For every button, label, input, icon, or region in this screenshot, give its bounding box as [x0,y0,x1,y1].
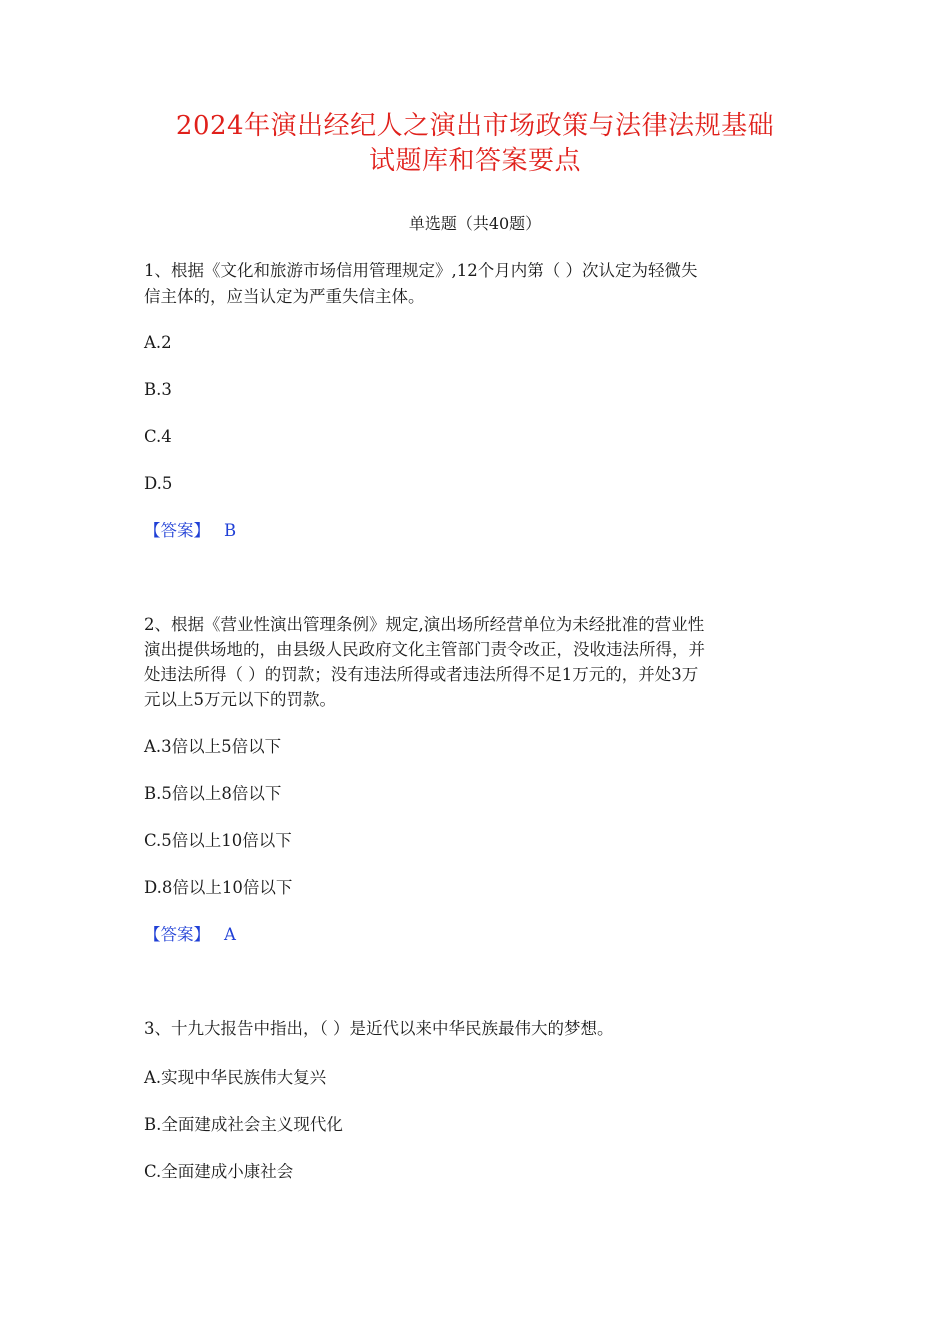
question-2-stem-line-2: 演出提供场地的，由县级人民政府文化主管部门责令改正，没收违法所得，并 [144,640,705,659]
question-3-option-b: B.全面建成社会主义现代化 [144,1115,343,1134]
question-2-answer [144,923,236,947]
answer-value: A [224,925,236,944]
question-2-option-b: B.5倍以上8倍以下 [144,784,282,803]
section-heading: 单选题（共40题） [408,214,542,233]
question-2-stem-line-3: 处违法所得（ ）的罚款；没有违法所得或者违法所得不足1万元的，并处3万 [144,665,699,684]
question-1-option-d: D.5 [144,474,173,493]
question-1-answer [144,519,236,543]
question-2-option-a: A.3倍以上5倍以下 [144,737,282,756]
question-1-stem-line-2: 信主体的，应当认定为严重失信主体。 [144,287,425,306]
question-3-option-c: C.全面建成小康社会 [144,1162,294,1181]
question-2-stem-line-1: 2、根据《营业性演出管理条例》规定,演出场所经营单位为未经批准的营业性 [144,615,705,634]
document-title-line-2: 试题库和答案要点 [368,146,581,176]
question-1-option-a: A.2 [144,333,172,352]
answer-label: 【答案】 [144,925,210,944]
question-1-stem-line-1: 1、根据《文化和旅游市场信用管理规定》,12个月内第（ ）次认定为轻微失 [144,261,698,280]
document-title-line-1: 2024年演出经纪人之演出市场政策与法律法规基础 [175,111,775,141]
question-2-option-c: C.5倍以上10倍以下 [144,831,292,850]
answer-label: 【答案】 [144,521,210,540]
question-2-stem-line-4: 元以上5万元以下的罚款。 [144,690,336,709]
question-3-stem-line-1: 3、十九大报告中指出，（ ）是近代以来中华民族最伟大的梦想。 [144,1019,614,1038]
question-2-option-d: D.8倍以上10倍以下 [144,878,293,897]
question-1-option-b: B.3 [144,380,172,399]
answer-value: B [224,521,237,540]
question-3-option-a: A.实现中华民族伟大复兴 [144,1068,327,1087]
question-1-option-c: C.4 [144,427,172,446]
